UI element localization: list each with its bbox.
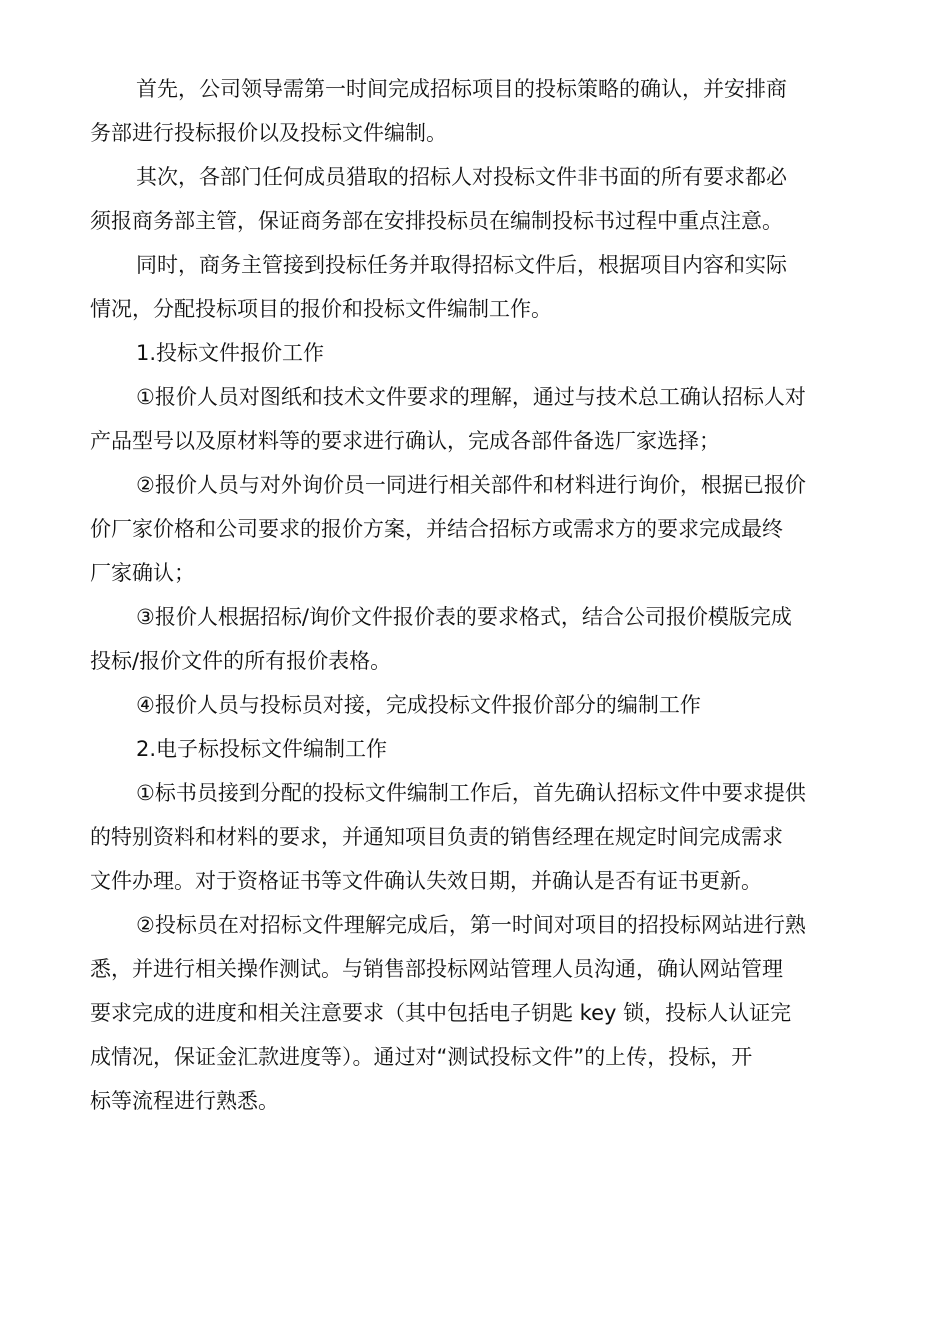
text-line: 同时，商务主管接到投标任务并取得招标文件后，根据项目内容和实际 <box>136 253 787 277</box>
text-line: 文件办理。对于资格证书等文件确认失效日期，并确认是否有证书更新。 <box>90 869 762 893</box>
text-line: 务部进行投标报价以及投标文件编制。 <box>90 121 447 145</box>
text-line: 投标/报价文件的所有报价表格。 <box>90 649 392 673</box>
text-line: 情况，分配投标项目的报价和投标文件编制工作。 <box>90 297 552 321</box>
text-line: 厂家确认； <box>90 561 195 585</box>
text-line: 标等流程进行熟悉。 <box>90 1089 279 1113</box>
text-line: ①报价人员对图纸和技术文件要求的理解，通过与技术总工确认招标人对 <box>136 385 806 409</box>
text-line: 首先，公司领导需第一时间完成招标项目的投标策略的确认，并安排商 <box>136 77 787 101</box>
text-line: ④报价人员与投标员对接，完成投标文件报价部分的编制工作 <box>136 693 701 717</box>
text-line: 产品型号以及原材料等的要求进行确认，完成各部件备选厂家选择； <box>90 429 720 453</box>
text-line: ③报价人根据招标/询价文件报价表的要求格式，结合公司报价模版完成 <box>136 605 792 629</box>
text-line: 悉，并进行相关操作测试。与销售部投标网站管理人员沟通，确认网站管理 <box>90 957 783 981</box>
text-line: ②报价人员与对外询价员一同进行相关部件和材料进行询价，根据已报价 <box>136 473 806 497</box>
text-line: 要求完成的进度和相关注意要求（其中包括电子钥匙 key 锁，投标人认证完 <box>90 1001 792 1025</box>
text-line: 价厂家价格和公司要求的报价方案，并结合招标方或需求方的要求完成最终 <box>90 517 783 541</box>
text-line: 须报商务部主管，保证商务部在安排投标员在编制投标书过程中重点注意。 <box>90 209 783 233</box>
text-line: 的特别资料和材料的要求，并通知项目负责的销售经理在规定时间完成需求 <box>90 825 783 849</box>
text-line: 其次，各部门任何成员猎取的招标人对投标文件非书面的所有要求都必 <box>136 165 787 189</box>
text-line: ①标书员接到分配的投标文件编制工作后，首先确认招标文件中要求提供 <box>136 781 806 805</box>
text-line: ②投标员在对招标文件理解完成后，第一时间对项目的招投标网站进行熟 <box>136 913 806 937</box>
document-body <box>90 67 850 1123</box>
text-line: 成情况，保证金汇款进度等）。通过对“测试投标文件”的上传，投标，开 <box>90 1045 753 1069</box>
section-heading: 2.电子标投标文件编制工作 <box>136 737 388 761</box>
section-heading: 1.投标文件报价工作 <box>136 341 325 365</box>
